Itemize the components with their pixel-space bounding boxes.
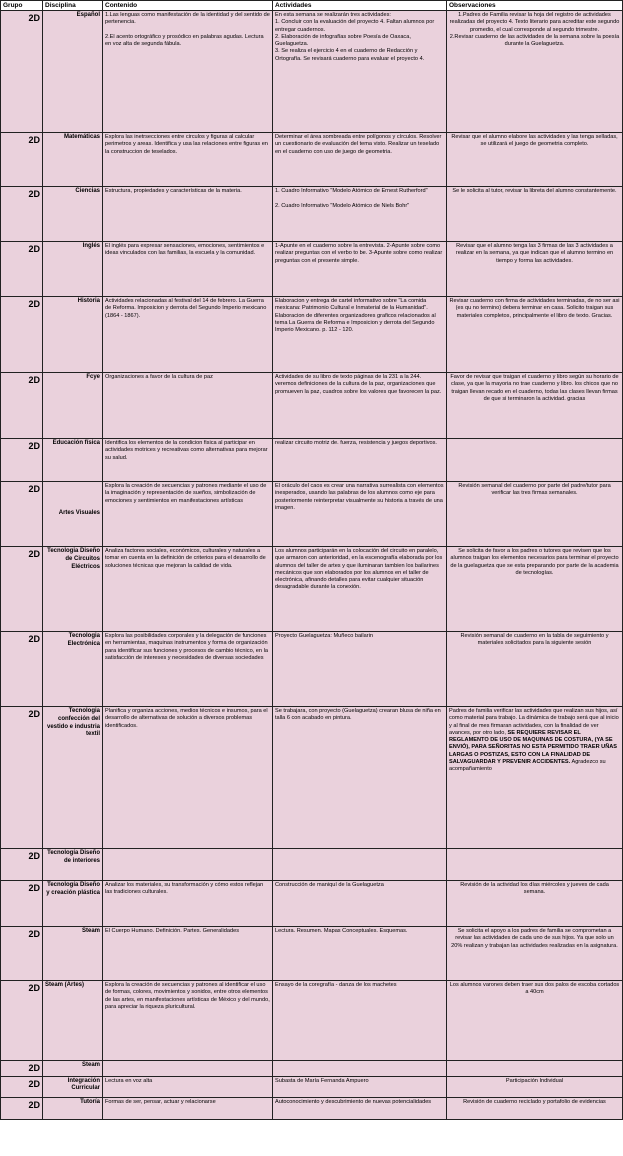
contenido-cell: El Cuerpo Humano. Definición. Partes. Generalidades [103, 927, 273, 981]
contenido-cell: Estructura, propiedades y características de la materia. [103, 187, 273, 242]
observaciones-closing: Agradezco su acompañamiento [449, 758, 606, 773]
actividades-cell: realizar circuito motriz de. fuerza, resistencia y juegos deportivos. [273, 439, 447, 482]
observaciones-cell: Participación Individual [447, 1076, 623, 1097]
table-row [1, 981, 623, 1061]
disciplina-cell: Tecnologia confección del vestido e industria textil [43, 707, 103, 849]
contenido-cell: Explora las posibilidades corporales y la delegación de funciones en herramientas, maquinas instrumentos y forma de organización para identificar sus funciones y procesos de cambio técnico, en la satisfacción de intereses y necesidades de diversas sociedades [103, 632, 273, 707]
contenido-cell: 1.Las lenguas como manifestación de la identidad y del sentido de pertenencia. 2.El acento ortográfico y prosódico en palabras agudas. Lectura en voz alta de segunda fábula. [103, 11, 273, 133]
actividades-cell: Elaboracion y entrega de cartel informativo sobre "La comida mexicana: Patrimonio Cultural e Inmaterial de la Humanidad". Elaboracion de diferentes organizadores graficos relacionados al tema La Guerra de Reforma e Imposicion y derrota del Segundo Imperio Mexicano. p. 112 - 120. [273, 297, 447, 373]
contenido-cell: Analiza factores sociales, económicos, culturales y naturales a tomar en cuenta en la definición de criterios para el desarrollo de soluciones técnicas que mejoran la calidad de vida. [103, 547, 273, 632]
grupo-cell: 2D [1, 881, 43, 927]
observaciones-cell: Se solicita el apoyo a los padres de familia se comprometan a revisar las actividades de cada uno de sus hijos. Ya que solo un 20% realizan y trabajan las actividades realizadas en la asignatura. [447, 927, 623, 981]
table-row [1, 373, 623, 439]
disciplina-cell: Artes Visuales [43, 482, 103, 547]
observaciones-cell: Revisión semanal de cuaderno en la tabla de seguimiento y materiales solicitados para la siguiente sesión [447, 632, 623, 707]
actividades-cell: Los alumnos participarán en la colocación del circuito en paralelo, que armaron con anterioridad, en la escenografía elaborada por los alumnos del taller de artes y que iluminaran tambien los bailarines mecánicos que son elaborados por los alumnos en el taller de electrónica, afinando detalles para evitar cualquier situación desagradable durante la conexión. [273, 547, 447, 632]
grupo-cell: 2D [1, 707, 43, 849]
table-row [1, 11, 623, 133]
actividades-cell: Construcción de maniquí de la Guelaguetza [273, 881, 447, 927]
observaciones-cell: Revisión de cuaderno reciclado y portafolio de evidencias [447, 1097, 623, 1119]
observaciones-warning: SE REQUIERE REVISAR EL REGLAMENTO DE USO DE MAQUINAS DE COSTURA, (YA SE ENVIÓ), PARA SEÑORITAS NO ESTA PERMITIDO TRAER UÑAS LARGAS O POSTIZAS, ESTO CON LA FINALIDAD DE SALVAGUARDAR Y PREVENIR ACCIDENTES. [449, 729, 618, 765]
grupo-cell: 2D [1, 133, 43, 187]
grupo-cell: 2D [1, 242, 43, 297]
observaciones-cell: Revisar que el alumno elabore las actividades y las tenga selladas, se utilizará el juego de geometria completo. [447, 133, 623, 187]
observaciones-cell [447, 707, 623, 849]
actividades-cell: 1. Cuadro Informativo "Modelo Atómico de Ernest Rutherford" 2. Cuadro Informativo "Modelo Atómico de Niels Bohr" [273, 187, 447, 242]
observaciones-cell: Se le solicita al tutor, revisar la libreta del alumno constantemente. [447, 187, 623, 242]
disciplina-cell: Historia [43, 297, 103, 373]
table-row [1, 133, 623, 187]
grupo-cell: 2D [1, 632, 43, 707]
disciplina-cell: Tecnologia Electrónica [43, 632, 103, 707]
observaciones-cell: Revisar cuaderno con firma de actividades terminadas, de no ser asi (es qu no termino) debera terminar en casa. Solicito traigan sus materiales completos, principalmente el libro de texto. Gracias. [447, 297, 623, 373]
actividades-cell [273, 849, 447, 881]
observaciones-cell: Revisión semanal del cuaderno por parte del padre/tutor para verificar las tres firmas semanales. [447, 482, 623, 547]
observaciones-cell: Favor de revisar que traigan el cuaderno y libro según su horario de clase, ya que la mayoria no trae cuaderno y libro. los chicos que no traigan llevan recado en el cuaderno, todas las clases llevan firmas de que si terminaron la actividad. gracias [447, 373, 623, 439]
table-row [1, 1061, 623, 1077]
grupo-cell: 2D [1, 439, 43, 482]
contenido-cell: Analizar los materiales, su transformación y cómo estos reflejan las tradiciones culturales. [103, 881, 273, 927]
header-contenido: Contenido [103, 1, 273, 11]
table-row [1, 927, 623, 981]
contenido-cell: Actividades relacionadas al festival del 14 de febrero. La Guerra de Reforma. Imposicion y derrota del Segundo Imperio mexicano (1864 - 1867). [103, 297, 273, 373]
contenido-cell [103, 1061, 273, 1077]
contenido-cell: Planifica y organiza acciones, medios técnicos e insumos, para el desarrollo de alternativas de solución a diversos problemas identificados. [103, 707, 273, 849]
observaciones-cell: Se solicita de favor a los padres o tutores que revisen que los alumnos traigan los elementos necesarios para terminar el proyecto de la guelaguetza que se esta preparando por parte de la academia de tecnologías. [447, 547, 623, 632]
table-row [1, 849, 623, 881]
actividades-cell: En esta semana se realizarán tres actividades: 1. Concluir con la evaluación del proyecto 4. Faltan alumnos por entregar cuadernos. 2. Elaboración de infografías sobre Poesía de Oaxaca, Guelaguetza. 3. Se realiza el ejercicio 4 en el cuaderno de Redacción y Ortografía. Se revisará cuaderno para evaluar el proyecto 4. [273, 11, 447, 133]
observaciones-cell [447, 849, 623, 881]
disciplina-cell: Fcye [43, 373, 103, 439]
grupo-cell: 2D [1, 849, 43, 881]
contenido-cell: Organizaciones a favor de la cultura de paz [103, 373, 273, 439]
actividades-cell: Lectura. Resumen. Mapas Conceptuales. Esquemas. [273, 927, 447, 981]
grupo-cell: 2D [1, 482, 43, 547]
disciplina-cell: Tutoría [43, 1097, 103, 1119]
table-row [1, 1076, 623, 1097]
actividades-cell: 1-Apunte en el cuaderno sobre la entrevista. 2-Apunte sobre como realizar preguntas con el verbo to be. 3-Apunte sobre como realizar preguntas con el presente simple. [273, 242, 447, 297]
observaciones-cell: Revisar que el alumno tenga las 3 firmas de las 3 actividades a realizar en la semana, ya que indican que el alumno termino en tiempo y forma las actividades. [447, 242, 623, 297]
header-row [1, 1, 623, 11]
header-disciplina: Disciplina [43, 1, 103, 11]
actividades-cell: Actividades de su libro de texto páginas de la 231 a la 244. veremos definiciones de la cultura de la paz, organizaciones que promueven la paz, cuadros sobre los valores que favorecen la paz. [273, 373, 447, 439]
observaciones-text: Padres de familia verificar las actividades que realizan sus hijos, así como material para trabajo. La dinámica de trabajo será que al inicio y al final de mes firmaran actividades, con la finalidad de ver avances, por otro lado, [449, 708, 619, 736]
grupo-cell: 2D [1, 297, 43, 373]
grupo-cell: 2D [1, 11, 43, 133]
disciplina-cell: Steam (Artes) [43, 981, 103, 1061]
grupo-cell: 2D [1, 927, 43, 981]
disciplina-cell: Tecnología Diseño de interiores [43, 849, 103, 881]
disciplina-cell: Integración Curricular [43, 1076, 103, 1097]
grupo-cell: 2D [1, 1076, 43, 1097]
observaciones-cell: 1.Padres de Familia revisar la hoja del registro de actividades realizadas del proyecto 4. Texto literario para acreditar este segundo promedio, el cual corresponde al segundo trimestre. 2.Revisar cuaderno de las actividades de la semana sobre la poesía durante la Guelaguetza. [447, 11, 623, 133]
table-row [1, 187, 623, 242]
contenido-cell: Lectura en voz alta [103, 1076, 273, 1097]
observaciones-cell: Los alumnos varones deben traer sus dos palos de escoba cortados a 40cm [447, 981, 623, 1061]
contenido-cell: Explora la creación de secuencias y patrones mediante el uso de la imaginación y representación de sueños, simbolización de emociones y sentimientos en manifestaciones artísticas [103, 482, 273, 547]
contenido-cell: Explora la creación de secuencias y patrones al identificar el uso de formas, colores, movimientos y sonidos, entre otros elementos de las artes, en manifestaciones artísticas de México y del mundo, para apreciar la riqueza pluricultural. [103, 981, 273, 1061]
table-row [1, 297, 623, 373]
grupo-cell: 2D [1, 373, 43, 439]
contenido-cell [103, 849, 273, 881]
actividades-cell: Autoconocimiento y descubrimiento de nuevas potencialidades [273, 1097, 447, 1119]
contenido-cell: Explora las inetrsecciones entre circulos y figuras al calcular perimetros y areas. Identifica y usa las relaciones entre figuras en la construccion de teselados. [103, 133, 273, 187]
disciplina-cell: Ciencias [43, 187, 103, 242]
observaciones-cell [447, 1061, 623, 1077]
disciplina-cell: Tecnologia Diseño de Circuitos Eléctricos [43, 547, 103, 632]
table-row [1, 439, 623, 482]
disciplina-cell: Español [43, 11, 103, 133]
disciplina-cell: Educación física [43, 439, 103, 482]
disciplina-cell: Steam [43, 1061, 103, 1077]
observaciones-cell [447, 439, 623, 482]
grupo-cell: 2D [1, 547, 43, 632]
actividades-cell: Subasta de María Fernanda Ampuero [273, 1076, 447, 1097]
table-row [1, 707, 623, 849]
grupo-cell: 2D [1, 1061, 43, 1077]
actividades-cell: Se trabajara, con proyecto (Guelaguetza) crearan blusa de niña en talla 6 con acabado en pintura. [273, 707, 447, 849]
table-row [1, 881, 623, 927]
grupo-cell: 2D [1, 981, 43, 1061]
grupo-cell: 2D [1, 1097, 43, 1119]
header-observaciones: Observaciones [447, 1, 623, 11]
disciplina-cell: Tecnología Diseño y creación plástica [43, 881, 103, 927]
table-row [1, 632, 623, 707]
grupo-cell: 2D [1, 187, 43, 242]
table-row [1, 242, 623, 297]
contenido-cell: El inglés para expresar sensaciones, emociones, sentimientos e ideas vinculados con las familias, la escuela y la comunidad. [103, 242, 273, 297]
table-row [1, 1097, 623, 1119]
actividades-cell: El oráculo del caos es crear una narrativa surrealista con elementos inesperados, usando las palabras de los alumnos como eje para posteriormente reinterpretar visualmente su historia a través de una imagen. [273, 482, 447, 547]
header-actividades: Actividades [273, 1, 447, 11]
header-grupo: Grupo [1, 1, 43, 11]
actividades-cell: Ensayo de la coregrafía - danza de los machetes [273, 981, 447, 1061]
contenido-cell: Identifica los elementos de la condicion fisica al participar en actividades motrices y recreativas como alternativas para mejorar su salud. [103, 439, 273, 482]
actividades-cell [273, 1061, 447, 1077]
disciplina-cell: Steam [43, 927, 103, 981]
table-row [1, 547, 623, 632]
actividades-cell: Proyecto Guelaguetza: Muñeco bailarin [273, 632, 447, 707]
actividades-cell: Determinar el área sombreada entre polígonos y círculos. Resolver un cuestionario de evaluación del tema visto. Realizar un teselado en el cuaderno con uso de juego de geometria. [273, 133, 447, 187]
contenido-cell: Formas de ser, pensar, actuar y relacionarse [103, 1097, 273, 1119]
disciplina-cell: Inglés [43, 242, 103, 297]
disciplina-cell: Matemáticas [43, 133, 103, 187]
observaciones-cell: Revisión de la actividad los días miércoles y jueves de cada semana. [447, 881, 623, 927]
table-row [1, 482, 623, 547]
